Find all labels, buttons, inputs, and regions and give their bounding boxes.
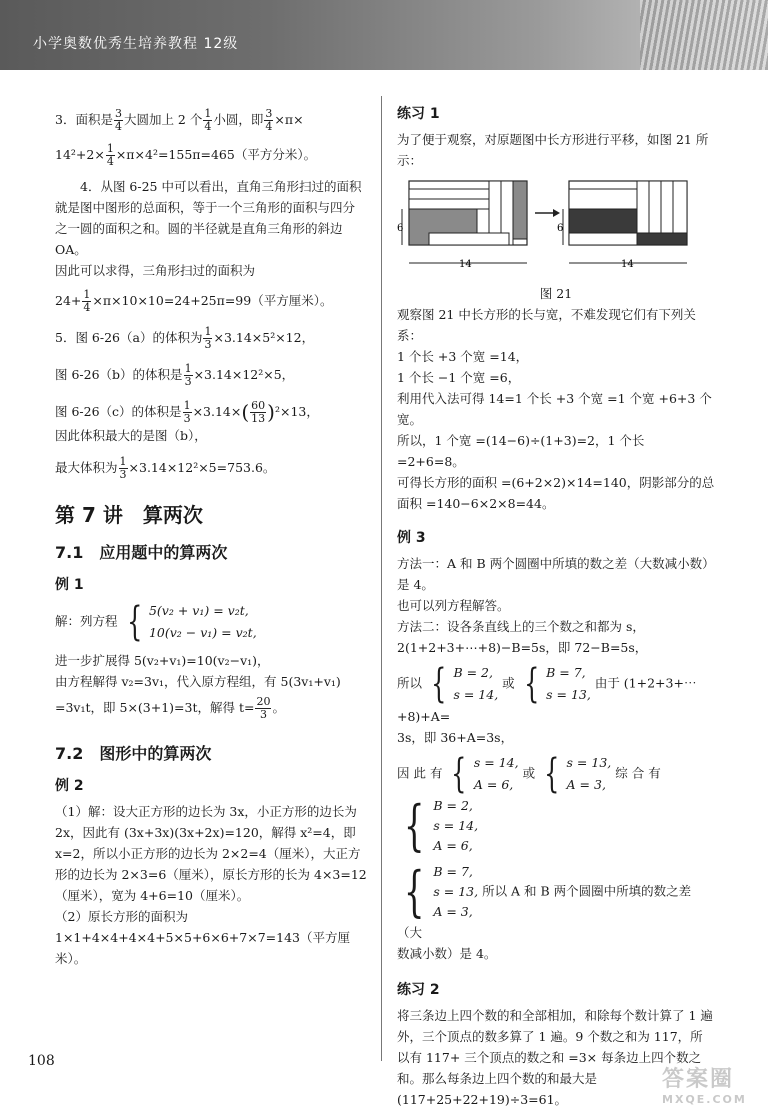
- column-divider: [381, 96, 382, 1061]
- answer-5-a: 5．图 6-26（a）的体积为 $\frac{1}{3}$ ×3.14×5²×12，: [55, 325, 315, 351]
- answer-4-b: 因此可以求得，三角形扫过的面积为: [55, 263, 256, 278]
- page-header: [0, 0, 768, 70]
- fraction: $\frac{20}{3}$: [256, 695, 271, 721]
- system-row-1-b: 3s，即 36+A=3s，: [397, 730, 514, 745]
- fig-label-14: 14: [459, 259, 472, 270]
- fraction: $\frac{1}{3}$: [119, 455, 127, 481]
- example-1-b: 进一步扩展得 5(v₂+v₁)=10(v₂−v₁)，: [55, 653, 270, 668]
- fraction: $\frac{1}{4}$: [106, 142, 114, 168]
- answer-3-line2: 14²+2× $\frac{1}{4}$ ×π×4²=155π=465（平方分米）。: [55, 142, 317, 168]
- answer-5-d: 因此体积最大的是图（b），: [55, 428, 207, 443]
- system-row-1: 所以 { B = 2, s = 14, 或 { B = 7, s = 13, 由于 (1+2+3+⋯+8)+A=: [397, 661, 697, 724]
- answer-5-b: 图 6-26（b）的体积是 $\frac{1}{3}$ ×3.14×12²×5，: [55, 362, 295, 388]
- fraction: $\frac{1}{3}$: [183, 399, 191, 425]
- exercise-1-title: 练习 1: [397, 106, 440, 122]
- figure-caption: 图 21: [539, 286, 573, 301]
- example-2-title: 例 2: [55, 778, 84, 794]
- left-column: [55, 108, 367, 969]
- exercise-2-text: 将三条边上四个数的和全部相加，和除每个数计算了 1 遍外，三个顶点的数多算了 1 遍。9 个数之和为 117，所以有 117+ 三个顶点的数之和 =3× 每条边上四个数之和。那么每条边上四个数的和最大是 (117+25+22+19)÷3=61。: [397, 1008, 713, 1107]
- lecture-title: 第 7 讲 算两次: [55, 503, 203, 527]
- example-1-d: =3v₁t，即 5×(3+1)=3t，解得 t= $\frac{20}{3}$ 。: [55, 695, 285, 721]
- answer-4-c: 24+ $\frac{1}{4}$ ×π×10×10=24+25π=99（平方厘米）。: [55, 288, 333, 314]
- fig-label-14b: 14: [621, 259, 634, 270]
- right-column: [397, 104, 715, 1110]
- example-2-b: （2）原长方形的面积为 1×1+4×4+4×4+5×5+6×6+7×7=143（平方厘米）。: [55, 909, 350, 966]
- book-title: 小学奥数优秀生培养教程 12级: [33, 36, 239, 52]
- fig-label-6: 6: [397, 223, 404, 234]
- exercise-1-p5: 利用代入法可得 14=1 个长 +3 个宽 =1 个宽 +6+3 个宽。: [397, 391, 712, 427]
- answer-3-line1: 3．面积是 $\frac{3}{4}$ 大圆加上 2 个 $\frac{1}{4}$ 小圆，即 $\frac{3}{4}$ ×π×: [55, 107, 304, 133]
- watermark: 答案圈 MXQE.COM: [662, 1067, 747, 1106]
- fraction: $\frac{1}{3}$: [204, 325, 212, 351]
- rectangle-diagram: [397, 179, 697, 275]
- method-1-b: 也可以列方程解答。: [397, 598, 510, 613]
- section-title-7-2: 7.2 图形中的算两次: [55, 744, 212, 763]
- answer-4: 4．从图 6-25 中可以看出，直角三角形扫过的面积就是图中图形的总面积，等于一个三角形的面积与四分之一圆的面积之和。圆的半径就是直角三角形的斜边 OA。: [55, 179, 362, 257]
- example-1-c: 由方程解得 v₂=3v₁，代入原方程组，有 5(3v₁+v₁): [55, 674, 341, 689]
- fraction: $\frac{3}{4}$: [114, 107, 122, 133]
- system-row-3: { B = 7, s = 13, A = 3, 所以 A 和 B 两个圆圈中所填的数之差（大: [397, 860, 692, 940]
- fig-label-6b: 6: [557, 223, 564, 234]
- exercise-1-p7: 可得长方形的面积 =(6+2×2)×14=140，阴影部分的总面积 =140−6×2×8=44。: [397, 475, 715, 511]
- example-2-a: （1）解：设大正方形的边长为 3x，小正方形的边长为 2x，因此有 (3x+3x)(3x+2x)=120，解得 x²=4，即 x=2，所以小正方形的边长为 2×2=4（厘米），大正方形的边长为 2×3=6（厘米），原长方形的长为 4×3=12（厘米），宽为 4+6=10（厘米）。: [55, 804, 367, 903]
- fraction: $\frac{1}{3}$: [184, 362, 192, 388]
- fraction: $\frac{1}{4}$: [83, 288, 91, 314]
- fraction: $\frac{3}{4}$: [265, 107, 273, 133]
- answer-5-c: 图 6-26（c）的体积是 $\frac{1}{3}$ ×3.14×( $\frac{60}{13}$ )²×13，: [55, 399, 319, 425]
- exercise-1-intro: 为了便于观察，对原题图中长方形进行平移，如图 21 所示：: [397, 132, 709, 168]
- figure-21: [397, 179, 715, 304]
- page-number: 108: [28, 1053, 55, 1069]
- equation-system: 解：列方程 { 5(v₂ + v₁) = v₂t, 10(v₂ − v₁) = v₂t,: [55, 599, 257, 645]
- fraction: $\frac{60}{13}$: [251, 399, 266, 425]
- exercise-1-p4: 1 个长 −1 个宽 =6，: [397, 370, 521, 385]
- system-row-3-b: 数减小数）是 4。: [397, 946, 497, 961]
- system-row-2: 因 此 有 { s = 14, A = 6, 或 { s = 13, A = 3, 综 合 有 { B = 2, s = 14, A = 6,: [397, 751, 661, 857]
- fraction: $\frac{1}{4}$: [204, 107, 212, 133]
- exercise-1-p6: 所以，1 个宽 =(14−6)÷(1+3)=2，1 个长 =2+6=8。: [397, 433, 645, 469]
- answer-5-e: 最大体积为 $\frac{1}{3}$ ×3.14×12²×5=753.6。: [55, 455, 276, 481]
- example-1-title: 例 1: [55, 577, 84, 593]
- section-title-7-1: 7.1 应用题中的算两次: [55, 543, 228, 562]
- method-2: 方法二：设各条直线上的三个数之和都为 s，: [397, 619, 645, 634]
- example-3-title: 例 3: [397, 530, 426, 546]
- exercise-1-p3: 1 个长 +3 个宽 =14，: [397, 349, 529, 364]
- method-1: 方法一：A 和 B 两个圆圈中所填的数之差（大数减小数）是 4。: [397, 556, 715, 592]
- exercise-1-p2: 观察图 21 中长方形的长与宽，不难发现它们有下列关系：: [397, 307, 696, 343]
- exercise-2-title: 练习 2: [397, 982, 440, 998]
- header-decoration: [640, 0, 768, 70]
- method-2-b: 2(1+2+3+⋯+8)−B=5s，即 72−B=5s，: [397, 640, 648, 655]
